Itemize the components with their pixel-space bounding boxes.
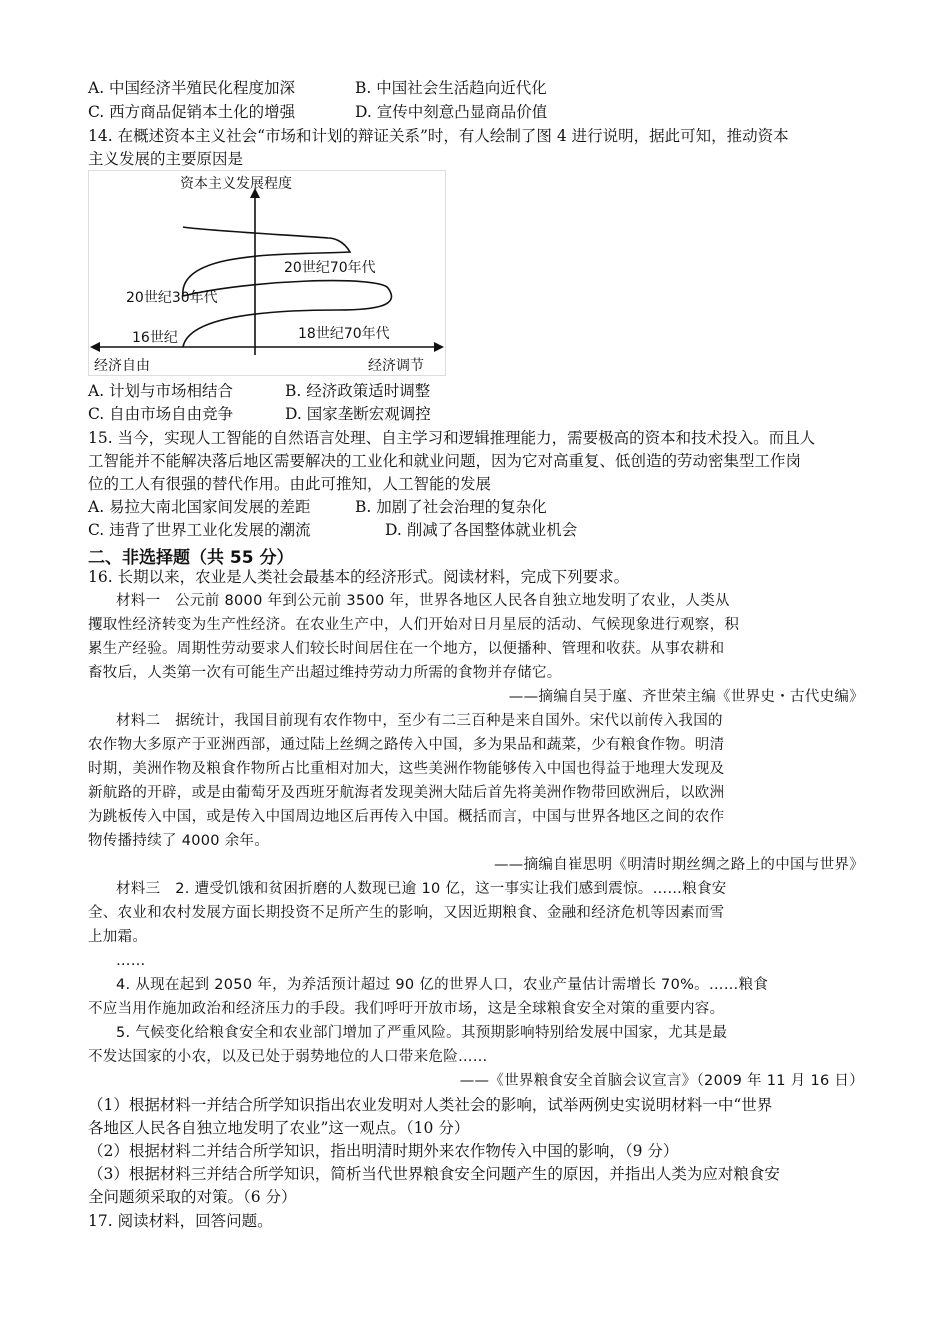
material-3-ellipsis: …… [116, 953, 146, 969]
x-left-label: 经济自由 [94, 358, 150, 374]
q14-option-a: A. 计划与市场相结合 [88, 382, 234, 400]
q14-option-b: B. 经济政策适时调整 [285, 382, 431, 400]
q14-stem: 14. 在概述资本主义社会“市场和计划的辩证关系”时，有人绘制了图 4 进行说明，据此可知，推动资本 [88, 127, 789, 145]
q15-option-d: D. 削减了各国整体就业机会 [385, 521, 578, 539]
label-1770s: 18世纪70年代 [298, 326, 390, 342]
material-2-line: 物传播持续了 4000 余年。 [88, 833, 270, 849]
material-2-line: 为跳板传入中国，或是传入中国周边地区后再传入中国。概括而言，中国与世界各地区之间的农作 [88, 809, 725, 825]
label-16th-century: 16世纪 [132, 330, 178, 346]
q17-intro: 17. 阅读材料，回答问题。 [88, 1212, 273, 1230]
x-right-label: 经济调节 [368, 358, 424, 374]
capitalism-development-diagram [88, 170, 446, 376]
material-3-line: 5. 气候变化给粮食安全和农业部门增加了严重风险。其预期影响特别给发展中国家，尤其是最 [116, 1025, 728, 1041]
q16-subquestion: （2）根据材料二并结合所学知识，指出明清时期外来农作物传入中国的影响，（9 分） [88, 1142, 679, 1160]
q15-stem-cont-2: 位的工人有很强的替代作用。由此可推知，人工智能的发展 [88, 475, 492, 493]
q16-subquestion: 全问题须采取的对策。（6 分） [88, 1188, 297, 1206]
material-2-line: 新航路的开辟，或是由葡萄牙及西班牙航海者发现美洲大陆后首先将美洲作物带回欧洲后，以欧洲 [88, 785, 725, 801]
q14-stem-cont: 主义发展的主要原因是 [88, 150, 244, 168]
material-3-source: ——《世界粮食安全首脑会议宣言》（2009 年 11 月 16 日） [459, 1073, 864, 1089]
q15-option-a: A. 易拉大南北国家间发展的差距 [88, 498, 311, 516]
material-2-line: 农作物大多原产于亚洲西部，通过陆上丝绸之路传入中国，多为果品和蔬菜，少有粮食作物。明清 [88, 737, 725, 753]
q16-subquestion: （1）根据材料一并结合所学知识指出农业发明对人类社会的影响，试举两例史实说明材料一中“世界 [88, 1096, 773, 1114]
material-3-line: 全、农业和农村发展方面长期投资不足所产生的影响，又因近期粮食、金融和经济危机等因素而雪 [88, 905, 725, 921]
q15-option-b: B. 加剧了社会治理的复杂化 [355, 498, 547, 516]
material-1-source: ——摘编自吴于廑、齐世荣主编《世界史・古代史编》 [508, 689, 864, 705]
q14-option-c: C. 自由市场自由竞争 [88, 405, 234, 423]
q13-option-c: C. 西方商品促销本土化的增强 [88, 103, 296, 121]
material-3-line: 4. 从现在起到 2050 年，为养活预计超过 90 亿的世界人口，农业产量估计需增长 70%。……粮食 [116, 977, 769, 993]
y-axis-label: 资本主义发展程度 [180, 176, 292, 192]
label-1930s: 20世纪30年代 [126, 290, 218, 306]
q15-stem-cont-1: 工智能并不能解决落后地区需要解决的工业化和就业问题，因为它对高重复、低创造的劳动密集型工作岗 [88, 452, 802, 470]
material-1-line: 材料一 公元前 8000 年到公元前 3500 年，世界各地区人民各自独立地发明了农业，人类从 [116, 593, 730, 609]
q15-stem: 15. 当今，实现人工智能的自然语言处理、自主学习和逻辑推理能力，需要极高的资本和技术投入。而且人 [88, 429, 816, 447]
q15-option-c: C. 违背了世界工业化发展的潮流 [88, 521, 311, 539]
material-1-line: 畜牧后，人类第一次有可能生产出超过维持劳动力所需的食物并存储它。 [88, 665, 562, 681]
material-3-line: 不发达国家的小农，以及已处于弱势地位的人口带来危险…… [88, 1049, 488, 1065]
section-heading: 二、非选择题（共 55 分） [88, 548, 294, 568]
material-3-line: 材料三 2. 遭受饥饿和贫困折磨的人数现已逾 10 亿，这一事实让我们感到震惊。……粮食安 [116, 881, 727, 897]
q16-intro: 16. 长期以来，农业是人类社会最基本的经济形式。阅读材料，完成下列要求。 [88, 568, 630, 586]
material-2-line: 时期，美洲作物及粮食作物所占比重相对加大，这些美洲作物能够传入中国也得益于地理大发现及 [88, 761, 725, 777]
material-1-line: 攫取性经济转变为生产性经济。在农业生产中，人们开始对日月星辰的活动、气候现象进行观察，积 [88, 617, 740, 633]
material-2-source: ——摘编自崔思明《明清时期丝绸之路上的中国与世界》 [494, 857, 864, 873]
q14-option-d: D. 国家垄断宏观调控 [285, 405, 431, 423]
q13-option-d: D. 宣传中刻意凸显商品价值 [355, 103, 548, 121]
q13-option-a: A. 中国经济半殖民化程度加深 [88, 79, 296, 97]
material-3-line: 不应当用作施加政治和经济压力的手段。我们呼吁开放市场，这是全球粮食安全对策的重要内容。 [88, 1001, 725, 1017]
q13-option-b: B. 中国社会生活趋向近代化 [355, 79, 547, 97]
material-3-line: 上加霜。 [88, 929, 148, 945]
label-1970s: 20世纪70年代 [284, 260, 376, 276]
q16-subquestion: 各地区人民各自独立地发明了农业”这一观点。（10 分） [88, 1119, 470, 1137]
material-1-line: 累生产经验。周期性劳动要求人们较长时间居住在一个地方，以便播种、管理和收获。从事农耕和 [88, 641, 725, 657]
material-2-line: 材料二 据统计，我国目前现有农作物中，至少有二三百种是来自国外。宋代以前传入我国的 [116, 713, 723, 729]
q16-subquestion: （3）根据材料三并结合所学知识，简析当代世界粮食安全问题产生的原因，并指出人类为应对粮食安 [88, 1165, 780, 1183]
